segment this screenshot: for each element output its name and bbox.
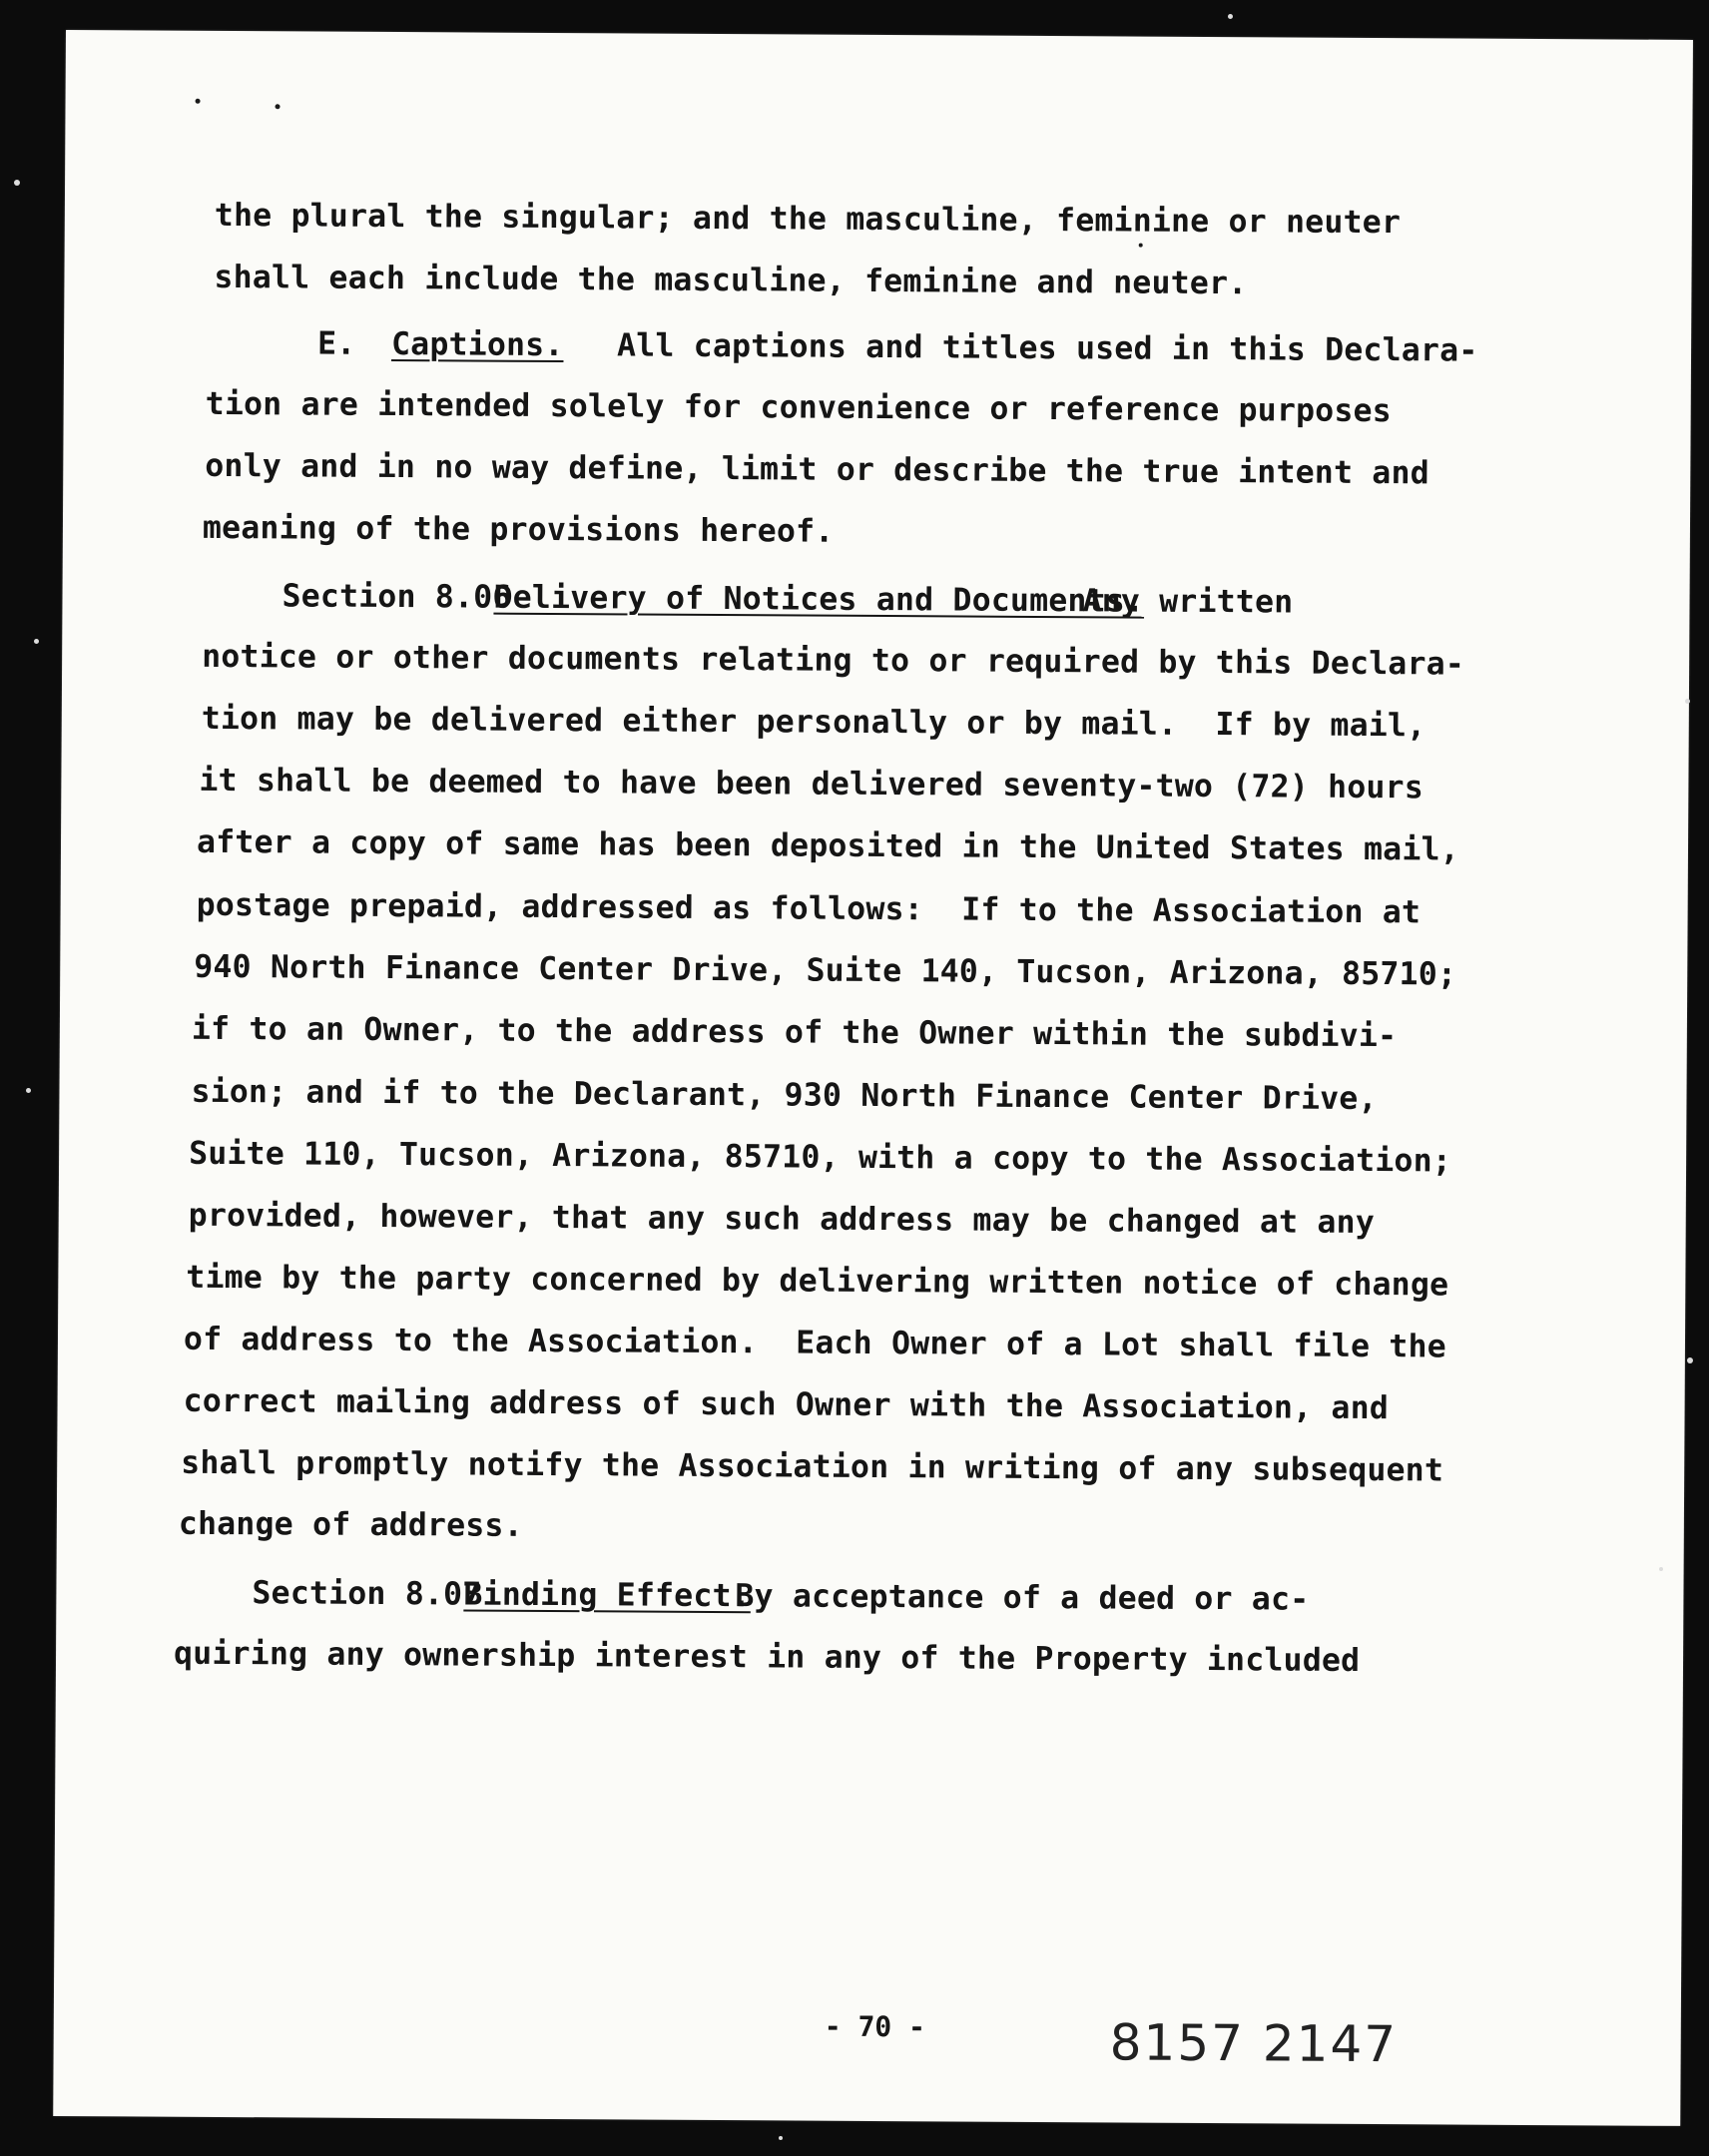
scan-noise-dot [1659,1567,1663,1571]
text-line: tion are intended solely for convenience or reference purposes [205,385,1393,430]
text-line: meaning of the provisions hereof. [202,509,835,550]
scan-noise-dot [1687,1357,1693,1363]
scan-speck [276,104,281,109]
text-line: time by the party concerned by delivering written notice of change [186,1259,1449,1304]
scan-speck [196,99,201,104]
delivery-of-notices-heading: Delivery of Notices and Documents. [493,579,1145,620]
text-line: quiring any ownership interest in any of the Property included [173,1635,1361,1679]
text-line: notice or other documents relating to or required by this Declara- [202,638,1465,683]
text-line: By acceptance of a deed or ac- [735,1578,1310,1618]
text-line: only and in no way define, limit or describe the true intent and [205,447,1429,492]
text-line: correct mailing address of such Owner with the Association, and [183,1382,1390,1427]
address-line: 940 North Finance Center Drive, Suite 140, Tucson, Arizona, 85710; [194,948,1457,993]
text-line: All captions and titles used in this Declara- [616,327,1478,369]
scan-noise-dot [26,1088,31,1093]
scan-noise-dot [1228,14,1233,19]
text-line: sion; and if to the Declarant, 930 North Finance Center Drive, [191,1073,1378,1118]
scan-noise-dot [779,2136,783,2140]
document-body [53,30,1693,2126]
text-line: postage prepaid, addressed as follows: If to the Association at [196,886,1422,931]
text-line: change of address. [178,1505,523,1544]
text-line: if to an Owner, to the address of the Owner within the subdivi- [191,1010,1398,1055]
page-number: - 70 - [824,2009,926,2044]
text-line: of address to the Association. Each Owner of a Lot shall file the [183,1321,1446,1365]
text-line: shall promptly notify the Association in writing of any subsequent [181,1444,1444,1489]
recording-number: 8157 2147 [1109,2013,1399,2074]
section-number: Section 8.06 [282,578,512,616]
scan-speck [1139,244,1143,248]
subsection-letter: E. [316,325,356,362]
scan-noise-dot [1685,699,1690,704]
scan-noise-dot [14,180,20,186]
captions-heading: Captions. [390,325,564,364]
text-line: the plural the singular; and the masculine, feminine or neuter [214,197,1402,242]
text-line: shall each include the masculine, feminine and neuter. [214,259,1248,302]
text-line: after a copy of same has been deposited in the United States mail, [196,823,1459,868]
scan-noise-dot [34,639,39,644]
address-line: Suite 110, Tucson, Arizona, 85710, with a copy to the Association; [189,1135,1452,1180]
section-number: Section 8.07 [252,1575,482,1613]
scanned-document-page [53,30,1693,2126]
text-line: tion may be delivered either personally or by mail. If by mail, [201,700,1426,745]
text-line: it shall be deemed to have been delivered seventy-two (72) hours [199,762,1424,807]
text-line: provided, however, that any such address may be changed at any [188,1197,1376,1242]
binding-effect-heading: Binding Effect. [463,1576,752,1615]
text-line: Any written [1082,583,1294,621]
